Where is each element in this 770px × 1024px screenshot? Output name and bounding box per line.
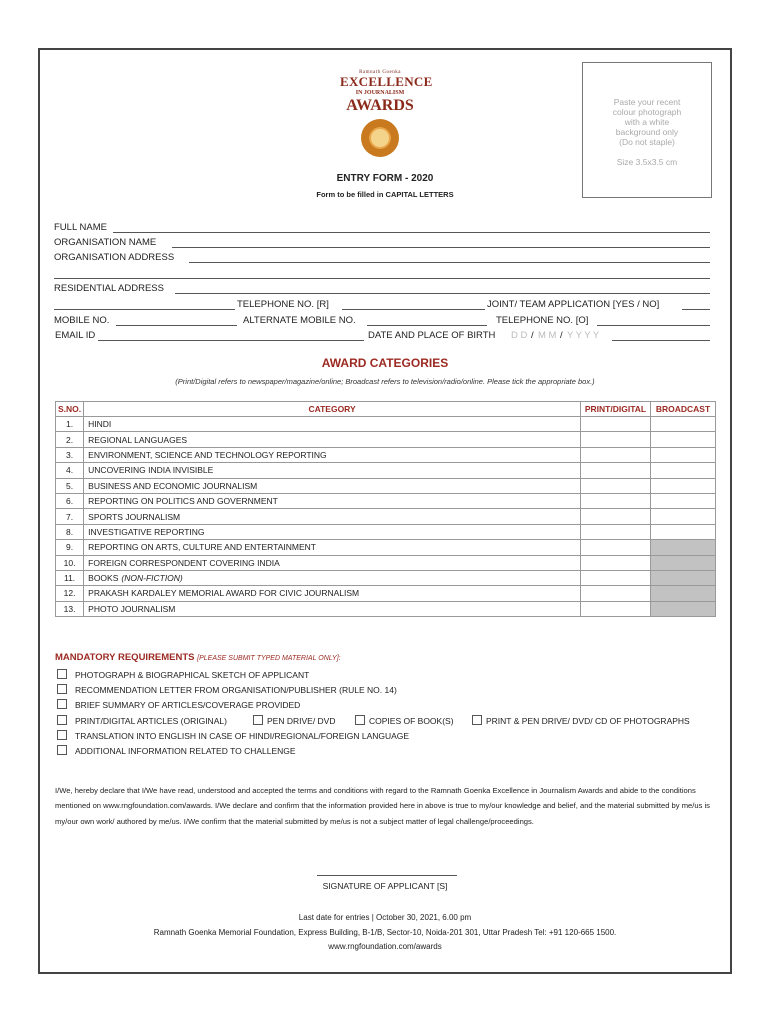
- photo-size: Size 3.5x3.5 cm: [616, 157, 678, 167]
- table-row: [56, 586, 716, 601]
- row-category-label: REPORTING ON ARTS, CULTURE AND ENTERTAINMENT: [88, 542, 316, 553]
- logo-line-3: IN JOURNALISM: [355, 90, 405, 96]
- row-category-label: REGIONAL LANGUAGES: [88, 434, 188, 445]
- table-row: [56, 493, 716, 508]
- requirements-title: MANDATORY REQUIREMENTS: [55, 652, 195, 663]
- dob-label: DATE AND PLACE OF BIRTH: [368, 330, 496, 341]
- row-category-label: ENVIRONMENT, SCIENCE AND TECHNOLOGY REPORTING: [88, 449, 327, 460]
- print-digital-checkbox[interactable]: [581, 555, 651, 570]
- row-category: [84, 493, 581, 508]
- residential-address-label: RESIDENTIAL ADDRESS: [54, 283, 164, 294]
- broadcast-checkbox[interactable]: [651, 524, 716, 539]
- checkbox[interactable]: [57, 669, 67, 679]
- form-subtitle: Form to be filled in CAPITAL LETTERS: [316, 190, 454, 199]
- awards-logo: [340, 70, 433, 157]
- row-category: [84, 432, 581, 447]
- foundation-address: Ramnath Goenka Memorial Foundation, Express Building, B-1/B, Sector-10, Noida-201 301, Uttar Pradesh Tel: +91 120-665 1500.: [153, 928, 617, 937]
- row-sno: 3.: [56, 447, 84, 462]
- req-translation-label: TRANSLATION INTO ENGLISH IN CASE OF HINDI/REGIONAL/FOREIGN LANGUAGE: [75, 731, 410, 741]
- row-sno: 4.: [56, 463, 84, 478]
- logo-line-2: EXCELLENCE: [340, 74, 433, 89]
- logo-line-4: AWARDS: [346, 97, 414, 114]
- broadcast-checkbox[interactable]: [651, 478, 716, 493]
- print-digital-checkbox[interactable]: [581, 493, 651, 508]
- req-book-copies-label: COPIES OF BOOK(S): [369, 716, 454, 726]
- row-category: [84, 601, 581, 616]
- row-category: [84, 524, 581, 539]
- joint-team-label: JOINT/ TEAM APPLICATION [YES / NO]: [487, 299, 660, 310]
- row-category-label: FOREIGN CORRESPONDENT COVERING INDIA: [88, 557, 280, 568]
- column-header-broadcast: BROADCAST: [651, 402, 716, 417]
- print-digital-checkbox[interactable]: [581, 478, 651, 493]
- signature-line[interactable]: [317, 875, 457, 876]
- dob-yyyy[interactable]: Y Y Y Y: [567, 330, 600, 341]
- row-category-suffix: (NON-FICTION): [121, 573, 183, 584]
- req-photo[interactable]: [57, 669, 309, 680]
- broadcast-checkbox[interactable]: [651, 493, 716, 508]
- dob-sep-1: /: [531, 330, 534, 341]
- organisation-name-label: ORGANISATION NAME: [54, 237, 157, 248]
- print-digital-checkbox[interactable]: [581, 447, 651, 462]
- broadcast-checkbox[interactable]: [651, 417, 716, 432]
- email-input[interactable]: [98, 340, 364, 341]
- req-book-copies[interactable]: [355, 715, 454, 726]
- row-category: [84, 447, 581, 462]
- telephone-r-label: TELEPHONE NO. [R]: [237, 299, 329, 310]
- row-sno: 9.: [56, 540, 84, 555]
- broadcast-checkbox[interactable]: [651, 463, 716, 478]
- photo-instruction-4: background only: [615, 127, 679, 137]
- dob-dd[interactable]: D D: [511, 330, 528, 341]
- req-print-articles-label: PRINT/DIGITAL ARTICLES (ORIGINAL): [75, 716, 227, 726]
- table-row: [56, 524, 716, 539]
- form-title: ENTRY FORM - 2020: [336, 173, 434, 184]
- req-pen-drive[interactable]: [253, 715, 336, 726]
- row-category: [84, 540, 581, 555]
- broadcast-checkbox[interactable]: [651, 509, 716, 524]
- row-sno: 10.: [56, 555, 84, 570]
- table-row: [56, 447, 716, 462]
- award-categories-table: [55, 401, 716, 617]
- broadcast-checkbox[interactable]: [651, 447, 716, 462]
- logo-line-1: Ramnath Goenka: [359, 70, 401, 75]
- row-category-label: REPORTING ON POLITICS AND GOVERNMENT: [88, 496, 278, 507]
- award-categories-note: (Print/Digital refers to newspaper/magazine/online; Broadcast refers to television/radio/online. Please tick the appropriate box.): [175, 377, 595, 386]
- checkbox[interactable]: [57, 715, 67, 725]
- requirements-note: [PLEASE SUBMIT TYPED MATERIAL ONLY]:: [197, 655, 341, 662]
- row-sno: 1.: [56, 417, 84, 432]
- full-name-label: FULL NAME: [54, 222, 107, 233]
- email-label: EMAIL ID: [55, 330, 96, 341]
- alternate-mobile-input[interactable]: [367, 325, 487, 326]
- row-category-label: PHOTO JOURNALISM: [88, 603, 176, 614]
- row-category-label: SPORTS JOURNALISM: [88, 511, 181, 522]
- dob-sep-2: /: [560, 330, 563, 341]
- dob-mm[interactable]: M M: [538, 330, 557, 341]
- table-row: [56, 432, 716, 447]
- row-sno: 5.: [56, 478, 84, 493]
- alternate-mobile-label: ALTERNATE MOBILE NO.: [243, 315, 356, 326]
- print-digital-checkbox[interactable]: [581, 601, 651, 616]
- table-row: [56, 540, 716, 555]
- req-additional-label: ADDITIONAL INFORMATION RELATED TO CHALLENGE: [75, 746, 296, 756]
- signature-label: SIGNATURE OF APPLICANT [S]: [322, 881, 448, 891]
- checkbox[interactable]: [57, 745, 67, 755]
- table-row: [56, 601, 716, 616]
- column-header-print-digital: PRINT/DIGITAL: [581, 402, 651, 417]
- residential-address-input[interactable]: [175, 293, 710, 294]
- row-category: [84, 463, 581, 478]
- row-sno: 2.: [56, 432, 84, 447]
- website-link[interactable]: www.rngfoundation.com/awards: [328, 942, 442, 951]
- full-name-input[interactable]: [113, 232, 710, 233]
- organisation-address-label: ORGANISATION ADDRESS: [54, 252, 175, 263]
- row-sno: 6.: [56, 493, 84, 508]
- telephone-o-input[interactable]: [597, 325, 710, 326]
- column-header-category: CATEGORY: [84, 402, 581, 417]
- print-digital-checkbox[interactable]: [581, 463, 651, 478]
- checkbox[interactable]: [57, 684, 67, 694]
- mobile-label: MOBILE NO.: [54, 315, 110, 326]
- organisation-name-input[interactable]: [172, 247, 710, 248]
- joint-team-input[interactable]: [682, 309, 710, 310]
- row-sno: 12.: [56, 586, 84, 601]
- print-digital-checkbox[interactable]: [581, 417, 651, 432]
- req-additional[interactable]: [57, 745, 296, 756]
- row-category: [84, 586, 581, 601]
- broadcast-checkbox: [651, 586, 716, 601]
- checkbox[interactable]: [253, 715, 263, 725]
- row-sno: 8.: [56, 524, 84, 539]
- checkbox[interactable]: [57, 730, 67, 740]
- birth-place-input[interactable]: [612, 340, 710, 341]
- seal-icon: [361, 119, 399, 157]
- telephone-o-label: TELEPHONE NO. [O]: [496, 315, 589, 326]
- row-sno: 13.: [56, 601, 84, 616]
- req-summary[interactable]: [57, 699, 300, 710]
- declaration-text: I/We, hereby declare that I/We have read, understood and accepted the terms and conditions with regard to the Ramnath Goenka Excellence in Journalism Awards and abide to the conditions mentioned on www.rngfoundation.com/awards. I/We declare and confirm that the information provided here in above is true to my/our knowledge and belief, and the material submitted by me/us is my/our own work/ authored by me/us. I/We confirm that the material submitted by me/us is not a subject matter of legal challenge/proceedings.: [55, 786, 710, 826]
- last-date: Last date for entries | October 30, 2021, 6.00 pm: [298, 913, 472, 922]
- telephone-r-input[interactable]: [342, 309, 485, 310]
- mobile-input[interactable]: [116, 325, 237, 326]
- organisation-address-input[interactable]: [189, 262, 710, 263]
- row-sno: 11.: [56, 570, 84, 585]
- row-category-label: BUSINESS AND ECONOMIC JOURNALISM: [88, 480, 258, 491]
- award-categories-title: AWARD CATEGORIES: [321, 356, 449, 370]
- organisation-address-input-2[interactable]: [54, 278, 710, 279]
- broadcast-checkbox: [651, 601, 716, 616]
- photo-instruction-2: colour photograph: [612, 107, 682, 117]
- row-category: [84, 555, 581, 570]
- print-digital-checkbox[interactable]: [581, 432, 651, 447]
- row-category-label: INVESTIGATIVE REPORTING: [88, 526, 205, 537]
- req-pen-drive-label: PEN DRIVE/ DVD: [267, 716, 336, 726]
- table-row: [56, 570, 716, 585]
- print-digital-checkbox[interactable]: [581, 509, 651, 524]
- req-translation[interactable]: [57, 730, 409, 741]
- print-digital-checkbox[interactable]: [581, 586, 651, 601]
- row-category: [84, 478, 581, 493]
- photo-instruction-3: with a white: [624, 117, 670, 127]
- req-photographs[interactable]: [472, 715, 690, 726]
- checkbox[interactable]: [57, 699, 67, 709]
- row-category: [84, 417, 581, 432]
- req-photographs-label: PRINT & PEN DRIVE/ DVD/ CD OF PHOTOGRAPHS: [486, 716, 690, 726]
- row-category-label: UNCOVERING INDIA INVISIBLE: [88, 465, 214, 476]
- broadcast-checkbox[interactable]: [651, 432, 716, 447]
- req-summary-label: BRIEF SUMMARY OF ARTICLES/COVERAGE PROVIDED: [75, 700, 301, 710]
- print-digital-checkbox[interactable]: [581, 540, 651, 555]
- table-row: [56, 509, 716, 524]
- row-category-label: HINDI: [88, 419, 112, 430]
- broadcast-checkbox: [651, 540, 716, 555]
- checkbox[interactable]: [472, 715, 482, 725]
- checkbox[interactable]: [355, 715, 365, 725]
- table-row: [56, 463, 716, 478]
- table-row: [56, 417, 716, 432]
- table-row: [56, 478, 716, 493]
- print-digital-checkbox[interactable]: [581, 524, 651, 539]
- row-category-label: PRAKASH KARDALEY MEMORIAL AWARD FOR CIVIC JOURNALISM: [88, 588, 360, 599]
- row-category: [84, 570, 581, 585]
- requirements-heading: [55, 652, 341, 663]
- residential-address-input-2[interactable]: [54, 309, 235, 310]
- print-digital-checkbox[interactable]: [581, 570, 651, 585]
- req-print-articles[interactable]: [57, 715, 227, 726]
- req-recommendation[interactable]: [57, 684, 397, 695]
- table-row: [56, 555, 716, 570]
- column-header-sno: S.NO.: [56, 402, 84, 417]
- broadcast-checkbox: [651, 570, 716, 585]
- broadcast-checkbox: [651, 555, 716, 570]
- req-photo-label: PHOTOGRAPH & BIOGRAPHICAL SKETCH OF APPLICANT: [75, 670, 310, 680]
- row-sno: 7.: [56, 509, 84, 524]
- photo-instruction-1: Paste your recent: [613, 97, 681, 107]
- row-category: [84, 509, 581, 524]
- photo-instruction-5: (Do not staple): [619, 137, 675, 147]
- req-recommendation-label: RECOMMENDATION LETTER FROM ORGANISATION/PUBLISHER (RULE NO. 14): [75, 685, 397, 695]
- row-category-label: BOOKS: [88, 573, 119, 584]
